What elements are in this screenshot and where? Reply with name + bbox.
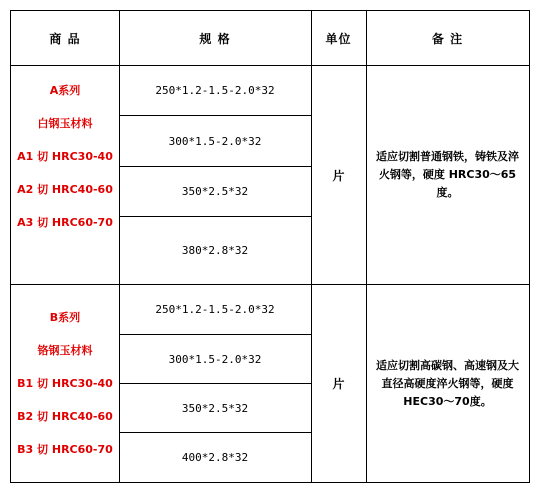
spec-cell: 250*1.2-1.5-2.0*32	[155, 84, 275, 97]
product-cell-b	[11, 285, 119, 482]
header-spec: 规 格	[199, 31, 231, 46]
unit-cell: 片	[332, 168, 345, 183]
product-line: B2 切 HRC40-60	[17, 410, 113, 423]
header-unit: 单位	[325, 31, 352, 46]
spec-cell: 300*1.5-2.0*32	[168, 352, 262, 366]
product-line: A1 切 HRC30-40	[17, 149, 113, 163]
product-line: A2 切 HRC40-60	[17, 182, 113, 196]
product-line: A3 切 HRC60-70	[17, 215, 113, 229]
product-line: 白钢玉材料	[37, 116, 93, 130]
spec-cell: 250*1.2-1.5-2.0*32	[155, 303, 275, 316]
product-cell-a	[11, 66, 119, 284]
header-note: 备 注	[431, 31, 464, 46]
product-line: B系列	[49, 311, 81, 324]
spec-cell: 350*2.5*32	[181, 185, 249, 198]
spec-cell: 380*2.8*32	[181, 244, 249, 257]
spec-cell: 350*2.5*32	[181, 401, 249, 415]
spec-cell: 300*1.5-2.0*32	[168, 134, 262, 148]
product-line: B3 切 HRC60-70	[17, 443, 113, 456]
note-cell: 适应切割普通钢铁，铸铁及淬火钢等，硬度 HRC30～65度。	[376, 150, 519, 199]
product-line: 铬钢玉材料	[37, 344, 93, 357]
unit-cell: 片	[332, 377, 345, 391]
product-spec-table	[10, 10, 530, 483]
product-line: A系列	[49, 83, 81, 97]
header-product: 商 品	[49, 31, 81, 46]
note-cell: 适应切割高碳钢、高速钢及大直径高硬度淬火钢等，硬度 HEC30～70度。	[376, 358, 519, 408]
product-line: B1 切 HRC30-40	[17, 377, 113, 390]
spec-cell: 400*2.8*32	[181, 451, 249, 464]
